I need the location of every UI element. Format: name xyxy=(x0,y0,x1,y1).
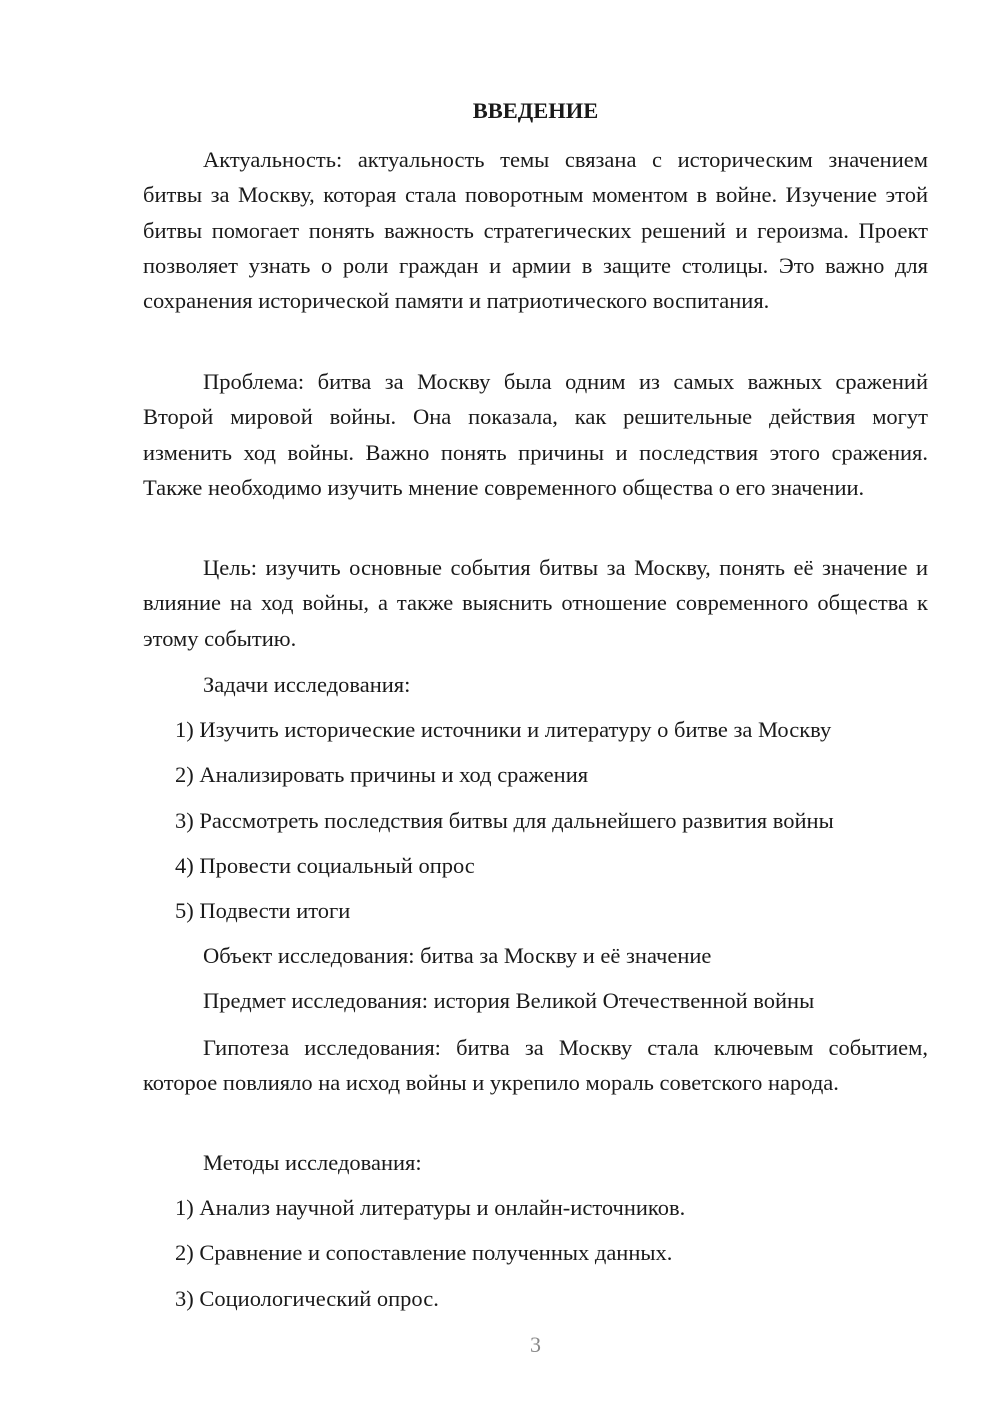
goal-paragraph: Цель: изучить основные события битвы за Москву, понять её значение и влияние на ход войны, а также выяснить отношение современного общества к этому событию. xyxy=(143,555,928,651)
list-item-task-3: 3) Рассмотреть последствия битвы для дальнейшего развития войны xyxy=(175,808,834,833)
list-item-task-2: 2) Анализировать причины и ход сражения xyxy=(175,762,589,787)
list-item-task-5: 5) Подвести итоги xyxy=(175,898,351,923)
relevance-paragraph: Актуальность: актуальность темы связана с историческим значением битвы за Москву, которая стала поворотным моментом в войне. Изучение этой битвы помогает понять важность стратегических решений и героизма. Проект позволяет узнать о роли граждан и армии в защите столицы. Это важно для сохранения исторической памяти и патриотического воспитания. xyxy=(143,147,928,314)
methods-heading: Методы исследования: xyxy=(203,1150,422,1175)
list-item-task-4: 4) Провести социальный опрос xyxy=(175,853,475,878)
document-page xyxy=(143,0,928,1414)
page-number: 3 xyxy=(530,1332,541,1357)
list-item-task-1: 1) Изучить исторические источники и литературу о битве за Москву xyxy=(175,717,832,742)
research-subject: Предмет исследования: история Великой Отечественной войны xyxy=(203,988,815,1013)
hypothesis-paragraph: Гипотеза исследования: битва за Москву стала ключевым событием, которое повлияло на исход войны и укрепило мораль советского народа. xyxy=(143,1035,928,1096)
page-title: ВВЕДЕНИЕ xyxy=(472,98,599,123)
list-item-method-3: 3) Социологический опрос. xyxy=(175,1286,439,1311)
list-item-method-2: 2) Сравнение и сопоставление полученных данных. xyxy=(175,1240,673,1265)
list-item-method-1: 1) Анализ научной литературы и онлайн-источников. xyxy=(175,1195,686,1220)
research-object: Объект исследования: битва за Москву и её значение xyxy=(203,943,712,968)
tasks-heading: Задачи исследования: xyxy=(203,672,411,697)
problem-paragraph: Проблема: битва за Москву была одним из самых важных сражений Второй мировой войны. Она показала, как решительные действия могут изменить ход войны. Важно понять причины и последствия этого сражения. Также необходимо изучить мнение современного общества о его значении. xyxy=(143,369,928,500)
